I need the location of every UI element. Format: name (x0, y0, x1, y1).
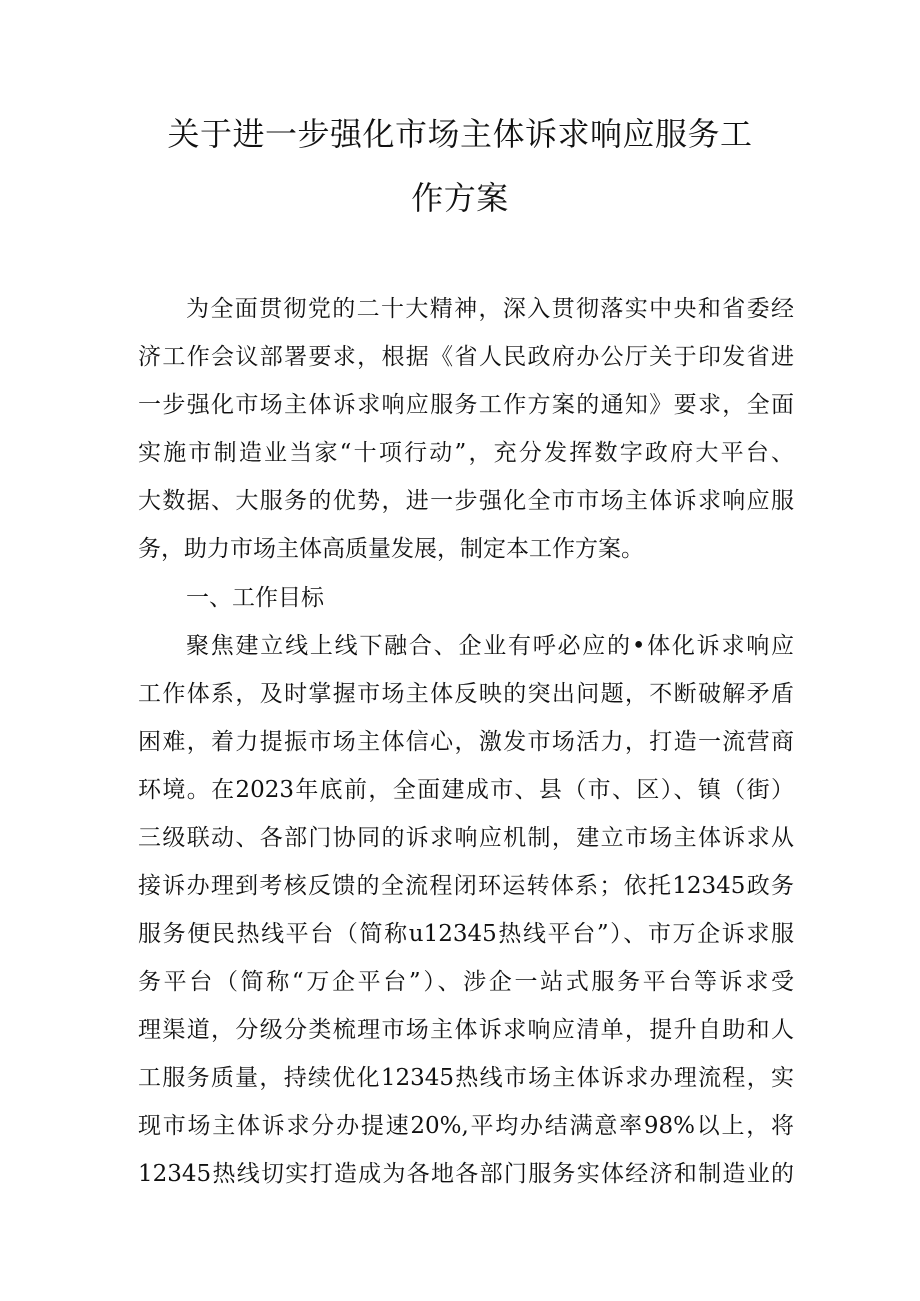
body-line: 12345热线切实打造成为各地各部门服务实体经济和制造业的 (138, 1161, 794, 1187)
body-line: 工服务质量，持续优化12345热线市场主体诉求办理流程，实 (138, 1065, 794, 1091)
body-line: 济工作会议部署要求，根据《省人民政府办公厅关于印发省进 (138, 344, 794, 370)
body-line: 环境。在2023年底前，全面建成市、县（市、区）、镇（街） (138, 777, 794, 803)
body-line: 三级联动、各部门协同的诉求响应机制，建立市场主体诉求从 (138, 825, 794, 851)
body-line: 理渠道，分级分类梳理市场主体诉求响应清单，提升自助和人 (138, 1017, 794, 1043)
section-heading: 一、工作目标 (186, 585, 324, 611)
body-line: 聚焦建立线上线下融合、企业有呼必应的•体化诉求响应 (186, 633, 794, 659)
document-title-line-1: 关于进一步强化市场主体诉求响应服务工 (167, 115, 753, 153)
body-line: 实施市制造业当家“十项行动”，充分发挥数字政府大平台、 (138, 440, 794, 466)
body-line: 工作体系，及时掌握市场主体反映的突出问题，不断破解矛盾 (138, 681, 794, 707)
body-line: 大数据、大服务的优势，进一步强化全市市场主体诉求响应服 (138, 488, 794, 514)
document-title-line-2: 作方案 (411, 179, 509, 217)
body-line: 困难，着力提振市场主体信心，激发市场活力，打造一流营商 (138, 729, 794, 755)
body-line: 现市场主体诉求分办提速20%,平均办结满意率98%以上，将 (138, 1113, 794, 1139)
body-line: 为全面贯彻党的二十大精神，深入贯彻落实中央和省委经 (186, 296, 794, 322)
body-line: 务平台（简称“万企平台”）、涉企一站式服务平台等诉求受 (138, 969, 794, 995)
body-line: 接诉办理到考核反馈的全流程闭环运转体系；依托12345政务 (138, 873, 794, 899)
body-line: 务，助力市场主体高质量发展，制定本工作方案。 (138, 536, 644, 562)
body-line: 一步强化市场主体诉求响应服务工作方案的通知》要求，全面 (138, 392, 794, 418)
body-line: 服务便民热线平台（简称u12345热线平台”）、市万企诉求服 (138, 921, 794, 947)
